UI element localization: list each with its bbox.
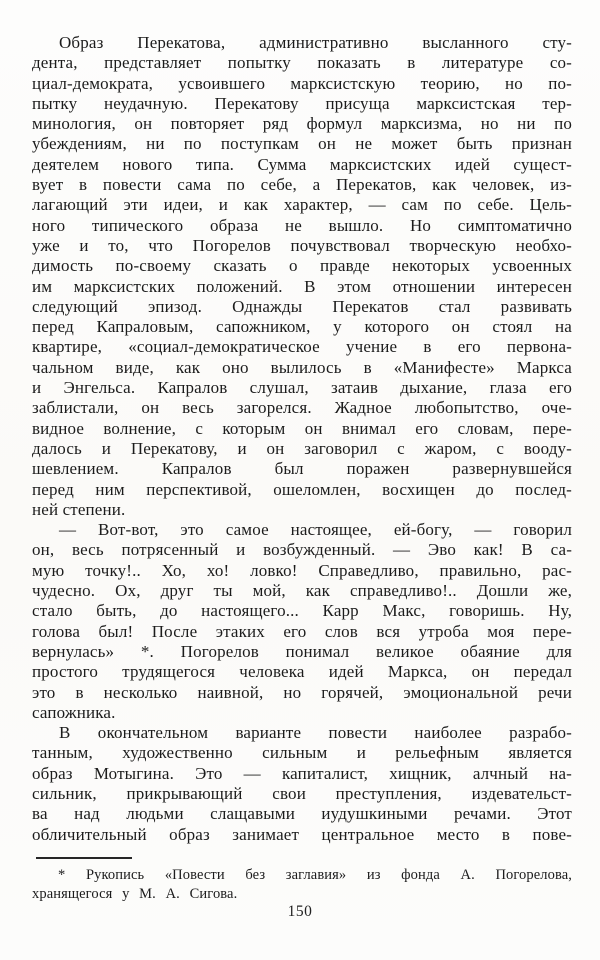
text-line: следующий эпизод. Однажды Перекатов стал развивать: [32, 296, 572, 316]
text-line: ного типического образа не вышло. Но симптоматично: [32, 215, 572, 235]
footnote: [32, 866, 572, 903]
text-line: ней степени.: [32, 499, 126, 519]
text-line: пытку неудачную. Перекатову присуща марксистская тер-: [32, 93, 572, 113]
text-line: мую точку!.. Хо, хо! ловко! Справедливо, правильно, рас-: [32, 560, 572, 580]
text-line: уже и то, что Погорелов почувствовал творческую необхо-: [32, 235, 572, 255]
text-line: танным, художественно сильным и рельефным является: [32, 743, 572, 763]
text-line: * Рукопись «Повести без заглавия» из фонда А. Погорелова,: [58, 867, 572, 883]
page-number: 150: [287, 903, 313, 920]
paragraph-1: [32, 33, 572, 520]
text-line: сапожника.: [32, 702, 116, 722]
text-line: — Вот-вот, это самое настоящее, ей-богу, — говорил: [59, 520, 572, 540]
text-line: перед Капраловым, сапожником, у которого он стоял на: [32, 317, 572, 337]
text-line: голова был! После этаких его слов вся утроба моя пере-: [32, 621, 572, 641]
text-line: видное волнение, с которым он внимал его словам, пере-: [32, 418, 572, 438]
text-line: минология, он повторяет ряд формул марксизма, но ни по: [32, 114, 572, 134]
text-line: чудесно. Ох, друг ты мой, как справедливо!.. Дошли же,: [32, 581, 572, 601]
text-line: далось и Перекатову, и он заговорил с жаром, с вооду-: [32, 438, 572, 458]
text-line: шевлением. Капралов был поражен развернувшейся: [32, 459, 572, 479]
text-line: циал-демократа, усвоившего марксистскую теорию, но по-: [32, 73, 572, 93]
paragraph-2: [32, 520, 572, 723]
text-line: димость по-своему сказать о правде некоторых усвоенных: [32, 256, 572, 276]
text-line: это в несколько наивной, но горячей, эмоциональной речи: [32, 682, 572, 702]
text-line: перед ним перспективой, ошеломлен, восхищен до послед-: [32, 479, 572, 499]
text-line: Образ Перекатова, административно высланного сту-: [59, 33, 572, 52]
text-line: вует в повести сама по себе, а Перекатов, как человек, из-: [32, 175, 572, 195]
text-line: чальном виде, как оно вылилось в «Манифесте» Маркса: [32, 357, 572, 377]
text-line: простого трудящегося человека идей Маркса, он передал: [32, 662, 572, 682]
text-line: убеждениям, ни по поступкам он не может быть признан: [32, 134, 572, 154]
text-line: ва над людьми слащавыми иудушкиными речами. Этот: [32, 804, 572, 824]
paragraph-3: [32, 723, 572, 845]
text-line: хранящегося у М. А. Сигова.: [32, 885, 238, 902]
text-line: квартире, «социал-демократическое учение в его первона-: [32, 337, 572, 357]
text-block: [32, 33, 572, 845]
text-line: он, весь потрясенный и возбужденный. — Эво как! В са-: [32, 540, 572, 560]
text-line: В окончательном варианте повести наиболее разрабо-: [59, 723, 572, 743]
text-line: и Энгельса. Капралов слушал, затаив дыхание, глаза его: [32, 378, 572, 398]
text-line: лагающий эти идеи, и как характер, — сам по себе. Цель-: [32, 195, 572, 215]
text-line: им марксистских положений. В этом отношении интересен: [32, 276, 572, 296]
text-line: образ Мотыгина. Это — капиталист, хищник, алчный на-: [32, 763, 572, 783]
footnote-separator-rule: [36, 857, 132, 859]
text-line: заблистали, он весь загорелся. Жадное любопытство, оче-: [32, 398, 572, 418]
text-line: стало быть, до настоящего... Карр Макс, говоришь. Ну,: [32, 601, 572, 621]
text-line: дента, представляет попытку показать в литературе со-: [32, 53, 572, 73]
text-line: деятелем нового типа. Сумма марксистских идей сущест-: [32, 154, 572, 174]
text-line: вернулась» *. Погорелов понимал великое обаяние для: [32, 641, 572, 661]
text-line: обличительный образ занимает центральное место в пове-: [32, 824, 572, 844]
text-line: сильник, прикрывающий свои преступления, издевательст-: [32, 783, 572, 803]
